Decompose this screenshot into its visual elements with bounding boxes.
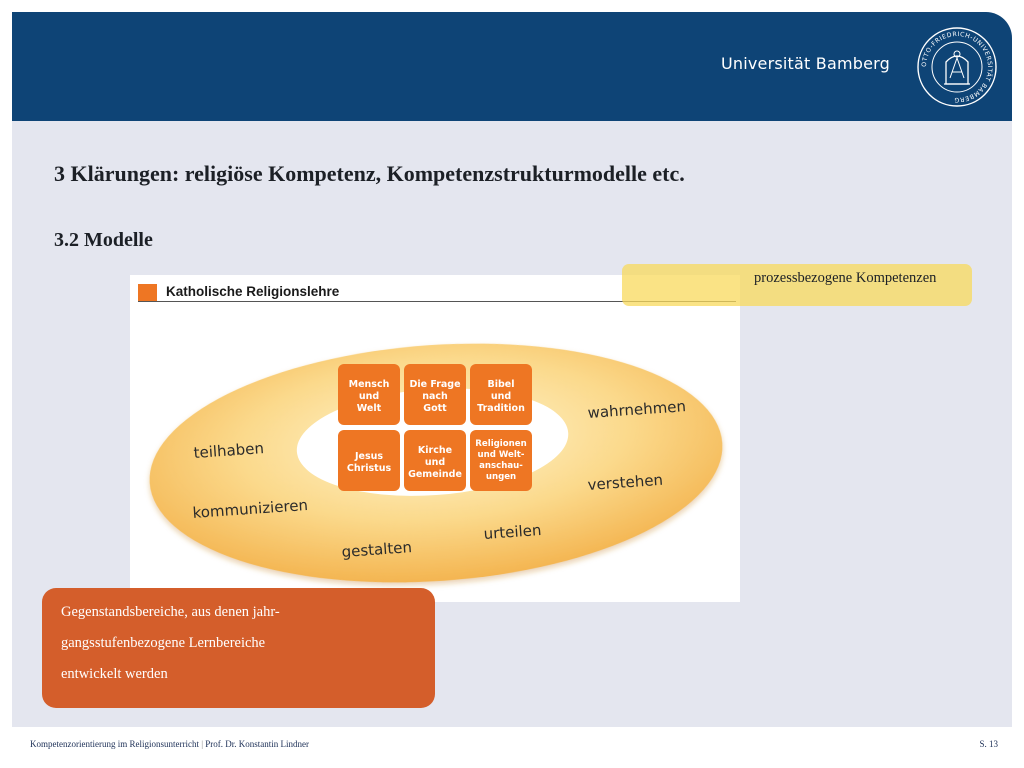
university-seal-icon — [916, 26, 998, 108]
area-label: anschau- — [479, 461, 523, 471]
content-areas-line: gangsstufenbezogene Lernbereiche — [61, 635, 266, 651]
area-label: Mensch — [348, 379, 390, 390]
competency-model-figure — [130, 275, 740, 602]
competency-label: verstehen — [587, 470, 664, 494]
area-label: Tradition — [477, 403, 525, 414]
university-name: Universität Bamberg — [720, 54, 890, 73]
competency-ellipse-diagram — [130, 275, 740, 602]
area-label: Bibel — [487, 379, 515, 390]
content-areas-text — [61, 597, 421, 690]
header-bar — [12, 12, 1012, 121]
area-label: ungen — [485, 472, 517, 482]
competency-label: urteilen — [483, 520, 542, 543]
process-competencies-text: prozessbezogene Kompetenzen — [754, 270, 937, 286]
slide-title: 3 Klärungen: religiöse Kompetenz, Kompetenzstrukturmodelle etc. — [54, 161, 685, 186]
area-label: Jesus — [354, 451, 384, 462]
area-label: Religionen — [475, 439, 527, 449]
footer-course: Kompetenzorientierung im Religionsunterricht — [30, 739, 199, 749]
footer-separator: | — [201, 739, 204, 749]
competency-label: teilhaben — [193, 439, 265, 462]
content-areas-line: entwickelt werden — [61, 666, 168, 682]
competency-label: gestalten — [341, 538, 413, 561]
content-areas-callout — [42, 588, 435, 708]
process-competencies-callout — [622, 264, 972, 306]
area-label: Kirche — [417, 445, 453, 456]
area-label: Gott — [423, 403, 447, 414]
area-label: Christus — [346, 463, 392, 474]
footer-author: Prof. Dr. Konstantin Lindner — [205, 739, 310, 749]
slide-subtitle: 3.2 Modelle — [54, 229, 153, 251]
area-label: Gemeinde — [408, 469, 462, 480]
area-label: Die Frage — [409, 379, 461, 390]
area-label: Welt — [356, 403, 382, 414]
figure-heading: Katholische Religionslehre — [166, 284, 340, 299]
competency-label: kommunizieren — [192, 495, 309, 522]
content-areas-line: Gegenstandsbereiche, aus denen jahr- — [61, 604, 280, 620]
competency-label: wahrnehmen — [587, 397, 687, 422]
area-label: und Welt- — [477, 450, 525, 460]
page-number: S. 13 — [979, 739, 998, 749]
area-label: und — [490, 391, 512, 402]
footer — [30, 739, 309, 749]
slide-content — [12, 121, 1012, 727]
area-label: und — [424, 457, 446, 468]
area-label: und — [358, 391, 380, 402]
seal-text: OTTO-FRIEDRICH-UNIVERSITÄT BAMBERG — [920, 30, 994, 104]
area-label: nach — [422, 391, 448, 402]
